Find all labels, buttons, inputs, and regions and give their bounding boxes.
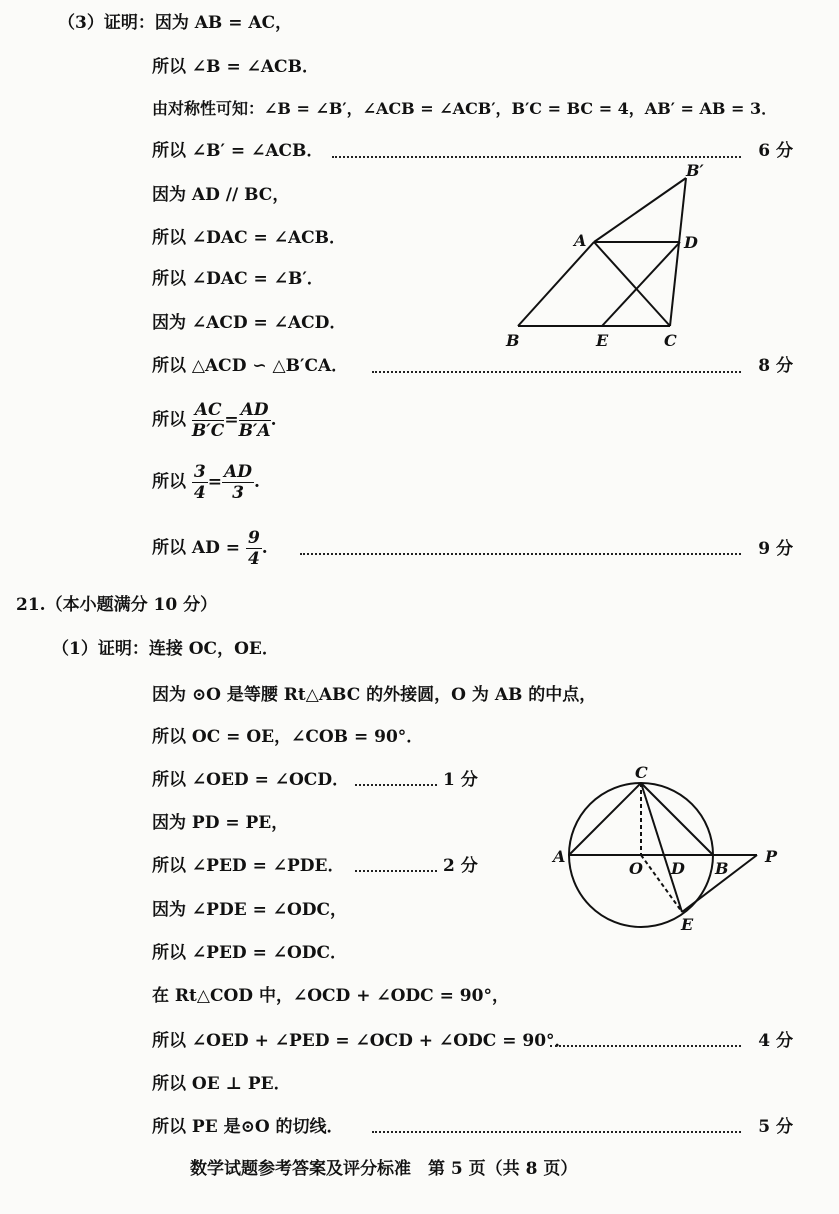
part3-line-11: 所以 AD = $\frac{9}{4}$ . xyxy=(152,528,268,569)
part3-line-10: 所以 $\frac{3}{4}$ = $\frac{AD}{3}$ . xyxy=(152,462,260,503)
label-D: D xyxy=(684,233,698,252)
label-O: O xyxy=(629,859,643,878)
q21-line-3: 所以 ∠OED = ∠OCD． xyxy=(152,770,350,790)
frac-num: AC xyxy=(192,400,224,421)
frac-den: 4 xyxy=(247,549,260,569)
frac-den: 3 xyxy=(232,483,244,503)
part3-line-8: 所以 △ACD ∽ △B′CA． xyxy=(152,356,349,376)
part3-header: （3）证明：因为 AB = AC， xyxy=(58,13,293,33)
q21-line-4: 因为 PD = PE， xyxy=(152,813,289,833)
label-P: P xyxy=(765,847,778,866)
q21-line-6: 因为 ∠PDE = ∠ODC， xyxy=(152,900,348,920)
q21-line-7: 所以 ∠PED = ∠ODC． xyxy=(152,943,348,963)
part3-line-4: 因为 AD // BC， xyxy=(152,185,290,205)
part3-line-5: 所以 ∠DAC = ∠ACB． xyxy=(152,228,347,248)
label-Bp: B′ xyxy=(686,161,704,180)
frac-num: 3 xyxy=(193,462,206,482)
figure-trapezoid xyxy=(490,158,720,358)
label-E: E xyxy=(596,331,609,350)
score-8: 8 分 xyxy=(758,356,793,376)
part3-line-1: 所以 ∠B = ∠ACB． xyxy=(152,57,319,77)
fraction xyxy=(192,462,208,503)
q21-line-8: 在 Rt△COD 中，∠OCD + ∠ODC = 90°， xyxy=(152,986,509,1006)
dotted-leader xyxy=(550,1045,741,1047)
frac-num: AD xyxy=(239,400,271,421)
label-B: B xyxy=(506,331,520,350)
line-prefix: 所以 xyxy=(152,472,186,492)
q21-line-11: 所以 PE 是⊙O 的切线． xyxy=(152,1117,344,1137)
page-footer: 数学试题参考答案及评分标准 第 5 页（共 8 页） xyxy=(190,1159,578,1179)
q21-line-1: 因为 ⊙O 是等腰 Rt△ABC 的外接圆，O 为 AB 的中点， xyxy=(152,685,597,705)
dotted-leader xyxy=(372,1131,741,1133)
part3-line-9: 所以 $\frac{AC}{B'C}$ = $\frac{AD}{B'A}$ . xyxy=(152,400,277,441)
part3-line-6: 所以 ∠DAC = ∠B′． xyxy=(152,269,324,289)
line-prefix: 所以 xyxy=(152,410,186,430)
score-6: 6 分 xyxy=(758,141,793,161)
score-9: 9 分 xyxy=(758,539,793,559)
q21-line-10: 所以 OE ⊥ PE． xyxy=(152,1074,291,1094)
label-A: A xyxy=(574,231,587,250)
fraction xyxy=(192,400,224,441)
q21-line-9: 所以 ∠OED + ∠PED = ∠OCD + ∠ODC = 90°． xyxy=(152,1031,572,1051)
q21-title: 21.（本小题满分 10 分） xyxy=(16,595,218,615)
frac-num: AD xyxy=(224,462,252,482)
q21-line-2: 所以 OC = OE，∠COB = 90°． xyxy=(152,727,424,747)
q21-part1-header: （1）证明：连接 OC，OE． xyxy=(52,639,279,659)
line-prefix: 所以 AD = xyxy=(152,538,241,558)
label-A: A xyxy=(553,847,566,866)
part3-line-7: 因为 ∠ACD = ∠ACD． xyxy=(152,313,347,333)
score-2: 2 分 xyxy=(443,856,478,876)
dotted-leader xyxy=(372,371,741,373)
label-C: C xyxy=(664,331,677,350)
frac-den: B′C xyxy=(191,421,225,441)
dotted-leader xyxy=(355,870,437,872)
label-B: B xyxy=(715,859,729,878)
label-E: E xyxy=(681,915,694,934)
score-1: 1 分 xyxy=(443,770,478,790)
part3-line-3: 所以 ∠B′ = ∠ACB． xyxy=(152,141,324,161)
fraction xyxy=(222,462,254,503)
figure-circle xyxy=(545,760,795,940)
fraction xyxy=(239,400,271,441)
part3-line-2: 由对称性可知：∠B = ∠B′，∠ACB = ∠ACB′，B′C = BC = 4，AB′ = AB = 3． xyxy=(152,99,778,118)
score-5: 5 分 xyxy=(758,1117,793,1137)
score-4: 4 分 xyxy=(758,1031,793,1051)
label-C: C xyxy=(635,763,648,782)
fraction xyxy=(246,528,262,569)
frac-num: 9 xyxy=(247,528,260,548)
dotted-leader xyxy=(355,784,437,786)
dotted-leader xyxy=(300,553,741,555)
frac-den: 4 xyxy=(193,483,206,503)
frac-den: B′A xyxy=(238,421,271,441)
q21-line-5: 所以 ∠PED = ∠PDE． xyxy=(152,856,345,876)
label-D: D xyxy=(671,859,685,878)
